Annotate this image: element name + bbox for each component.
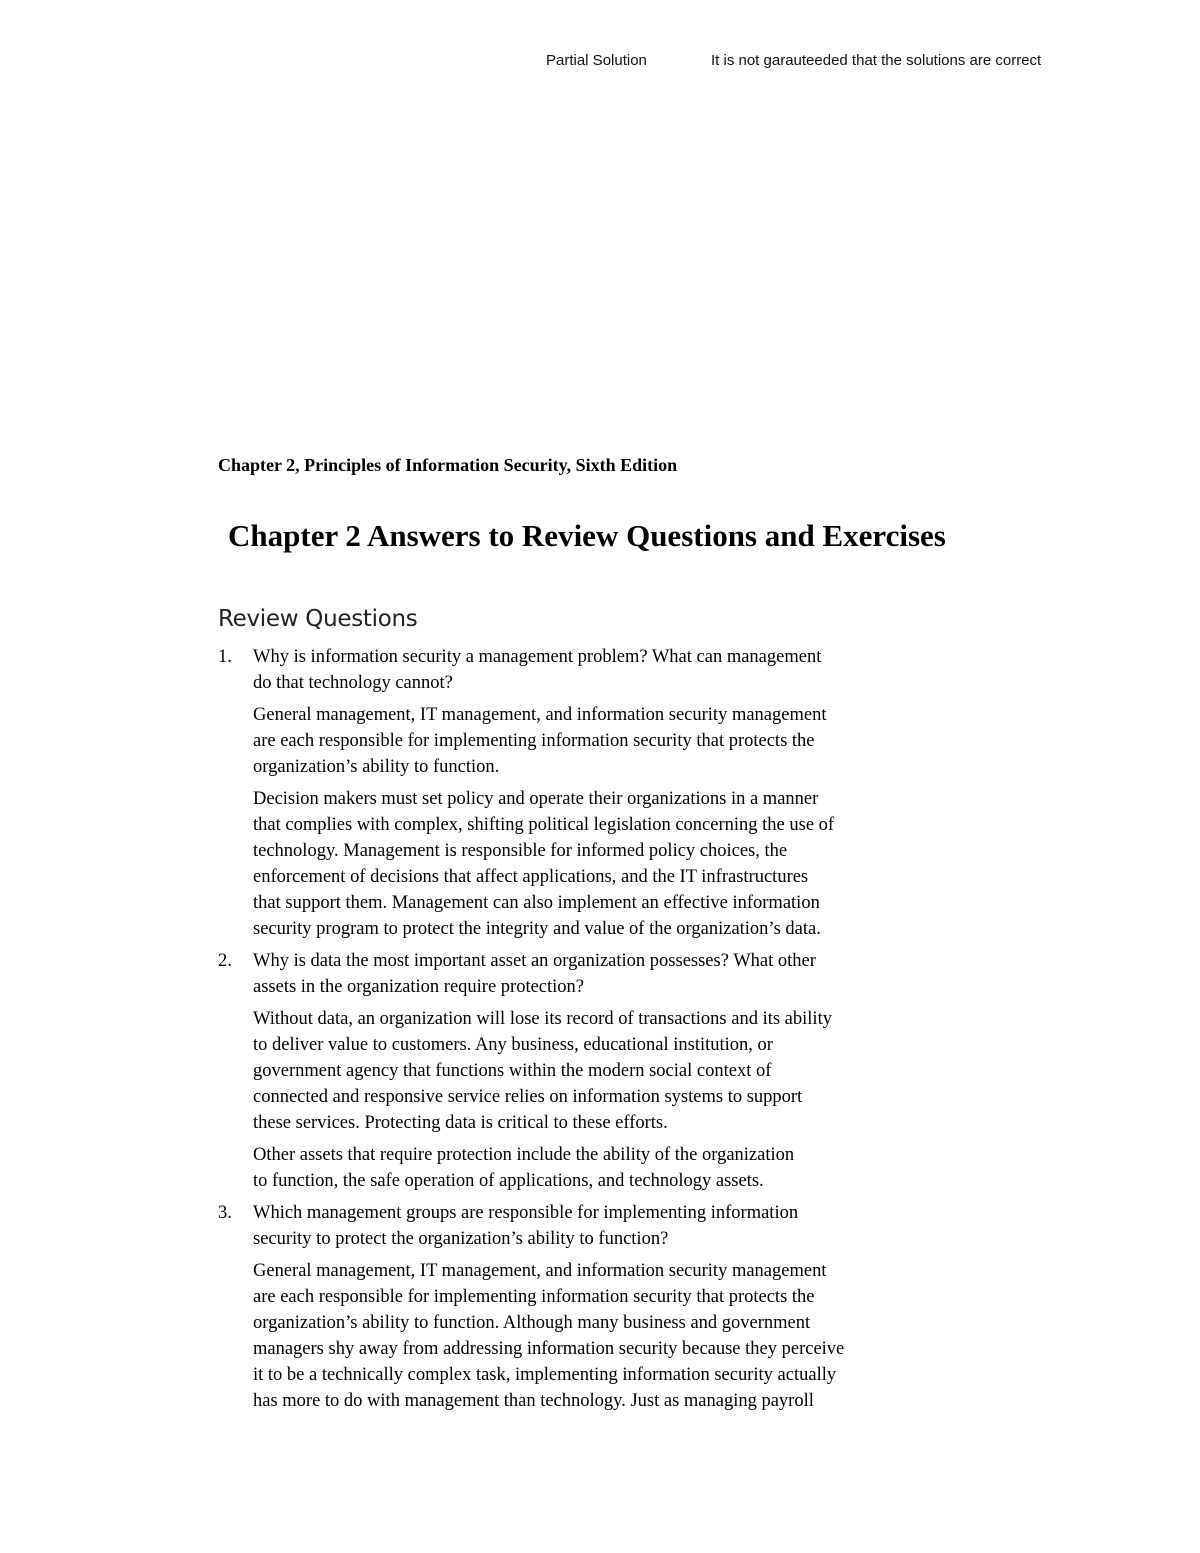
answer-line: connected and responsive service relies on information systems to support	[253, 1087, 803, 1107]
answer-line: organization’s ability to function.	[253, 757, 500, 777]
question-item	[218, 1200, 998, 1414]
header-partial-solution-note: Partial Solution	[546, 52, 647, 69]
question-line: security to protect the organization’s ability to function?	[253, 1229, 669, 1249]
question-item	[218, 644, 998, 942]
question-text	[253, 644, 998, 696]
chapter-subtitle: Chapter 2, Principles of Information Security, Sixth Edition	[218, 455, 678, 475]
answer-line: to function, the safe operation of applications, and technology assets.	[253, 1171, 764, 1191]
answer-line: General management, IT management, and information security management	[253, 1261, 827, 1281]
answer-line: are each responsible for implementing information security that protects the	[253, 731, 815, 751]
answer-line: has more to do with management than technology. Just as managing payroll	[253, 1391, 814, 1411]
answer-line: are each responsible for implementing information security that protects the	[253, 1287, 815, 1307]
question-line: Why is data the most important asset an organization possesses? What other	[253, 951, 816, 971]
question-line: Why is information security a management problem? What can management	[253, 647, 822, 667]
answer-line: that complies with complex, shifting political legislation concerning the use of	[253, 815, 835, 835]
question-number: 2.	[218, 951, 232, 971]
question-line: assets in the organization require protection?	[253, 977, 585, 997]
section-heading-review-questions: Review Questions	[218, 606, 418, 632]
answer-line: technology. Management is responsible for informed policy choices, the	[253, 841, 788, 861]
answer-line: it to be a technically complex task, implementing information security actually	[253, 1365, 837, 1385]
answer-line: security program to protect the integrity and value of the organization’s data.	[253, 919, 821, 939]
answer-paragraph	[253, 1142, 998, 1194]
header-disclaimer-note: It is not garauteeded that the solutions are correct	[711, 52, 1042, 69]
question-number: 3.	[218, 1203, 232, 1223]
answer-line: organization’s ability to function. Although many business and government	[253, 1313, 811, 1333]
question-number: 1.	[218, 647, 232, 667]
review-questions-list	[218, 644, 998, 1420]
page-title: Chapter 2 Answers to Review Questions and Exercises	[228, 518, 946, 553]
answer-paragraph	[253, 1006, 998, 1136]
answer-line: these services. Protecting data is critical to these efforts.	[253, 1113, 668, 1133]
answer-line: that support them. Management can also implement an effective information	[253, 893, 820, 913]
answer-paragraph	[253, 702, 998, 780]
answer-line: Other assets that require protection include the ability of the organization	[253, 1145, 795, 1165]
answer-paragraph	[253, 786, 998, 942]
question-line: Which management groups are responsible for implementing information	[253, 1203, 799, 1223]
question-line: do that technology cannot?	[253, 673, 453, 693]
answer-line: General management, IT management, and information security management	[253, 705, 827, 725]
answer-line: Without data, an organization will lose its record of transactions and its ability	[253, 1009, 832, 1029]
answer-line: to deliver value to customers. Any business, educational institution, or	[253, 1035, 773, 1055]
question-text	[253, 1200, 998, 1252]
question-item	[218, 948, 998, 1194]
answer-line: managers shy away from addressing information security because they perceive	[253, 1339, 845, 1359]
answer-paragraph	[253, 1258, 998, 1414]
answer-line: enforcement of decisions that affect applications, and the IT infrastructures	[253, 867, 809, 887]
question-text	[253, 948, 998, 1000]
answer-line: Decision makers must set policy and operate their organizations in a manner	[253, 789, 819, 809]
answer-line: government agency that functions within the modern social context of	[253, 1061, 772, 1081]
